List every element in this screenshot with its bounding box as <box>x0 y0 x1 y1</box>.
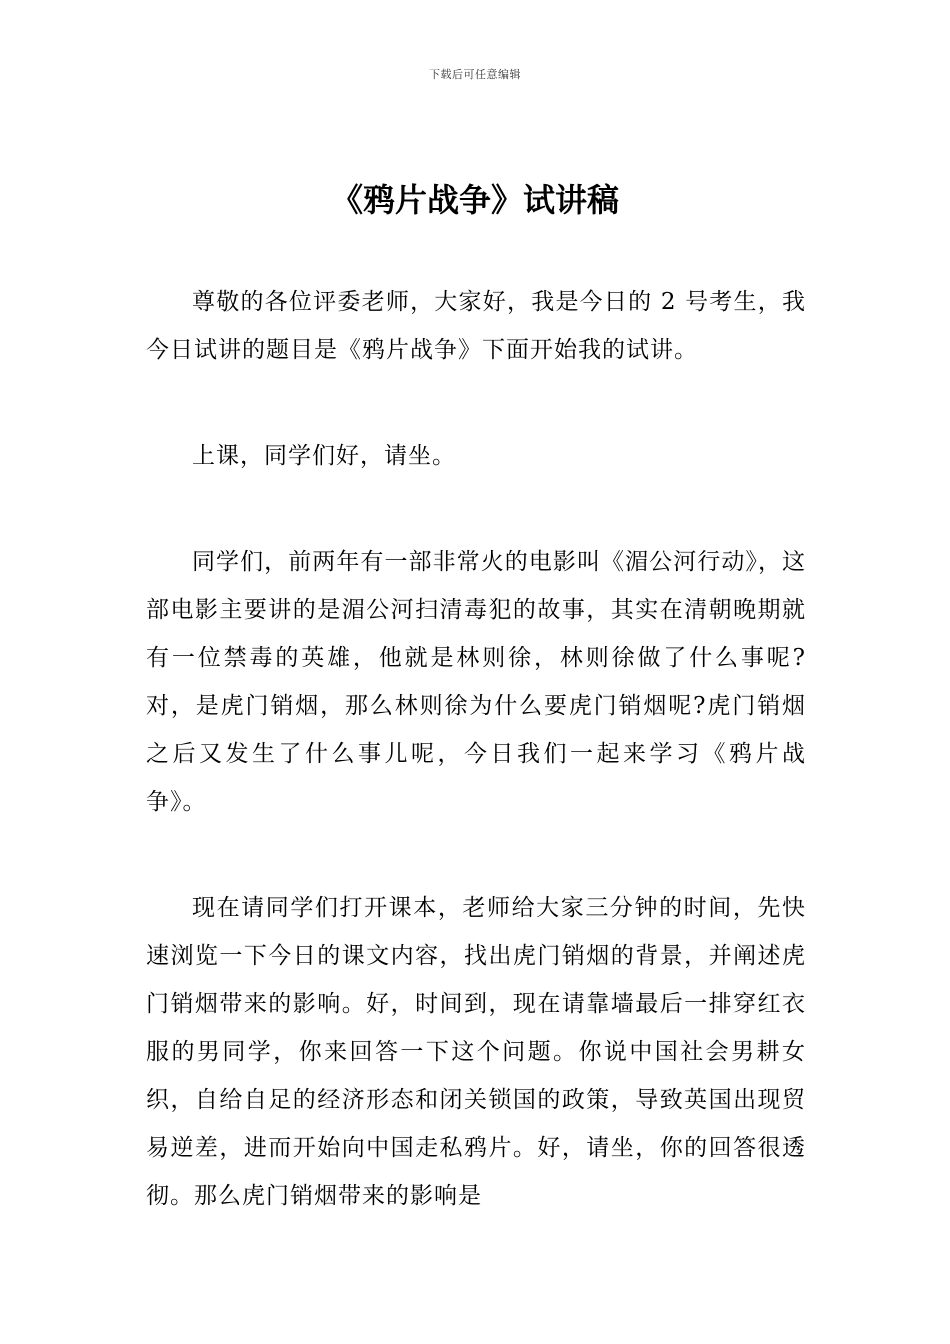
document-title: 《鸦片战争》试讲稿 <box>330 181 619 219</box>
paragraph-class-start: 上课，同学们好，请坐。 <box>192 443 456 469</box>
paragraph-introduction: 同学们，前两年有一部非常火的电影叫《湄公河行动》，这部电影主要讲的是湄公河扫清毒犯的故事，其实在清朝晚期就有一位禁毒的英雄，他就是林则徐，林则徐做了什么事呢?对，是虎门销烟，那么林则徐为什么要虎门销烟呢?虎门销烟之后又发生了什么事儿呢，今日我们一起来学习《鸦片战争》。 <box>146 549 806 815</box>
header-note: 下载后可任意编辑 <box>429 68 521 81</box>
paragraph-reading-task: 现在请同学们打开课本，老师给大家三分钟的时间，先快速浏览一下今日的课文内容，找出虎门销烟的背景，并阐述虎门销烟带来的影响。好，时间到，现在请靠墙最后一排穿红衣服的男同学，你来回答一下这个问题。你说中国社会男耕女织，自给自足的经济形态和闭关锁国的政策，导致英国出现贸易逆差，进而开始向中国走私鸦片。好，请坐，你的回答很透彻。那么虎门销烟带来的影响是 <box>146 895 806 1209</box>
paragraph-greeting: 尊敬的各位评委老师，大家好，我是今日的 2 号考生，我今日试讲的题目是《鸦片战争》下面开始我的试讲。 <box>146 289 806 363</box>
document-body <box>146 278 806 1220</box>
